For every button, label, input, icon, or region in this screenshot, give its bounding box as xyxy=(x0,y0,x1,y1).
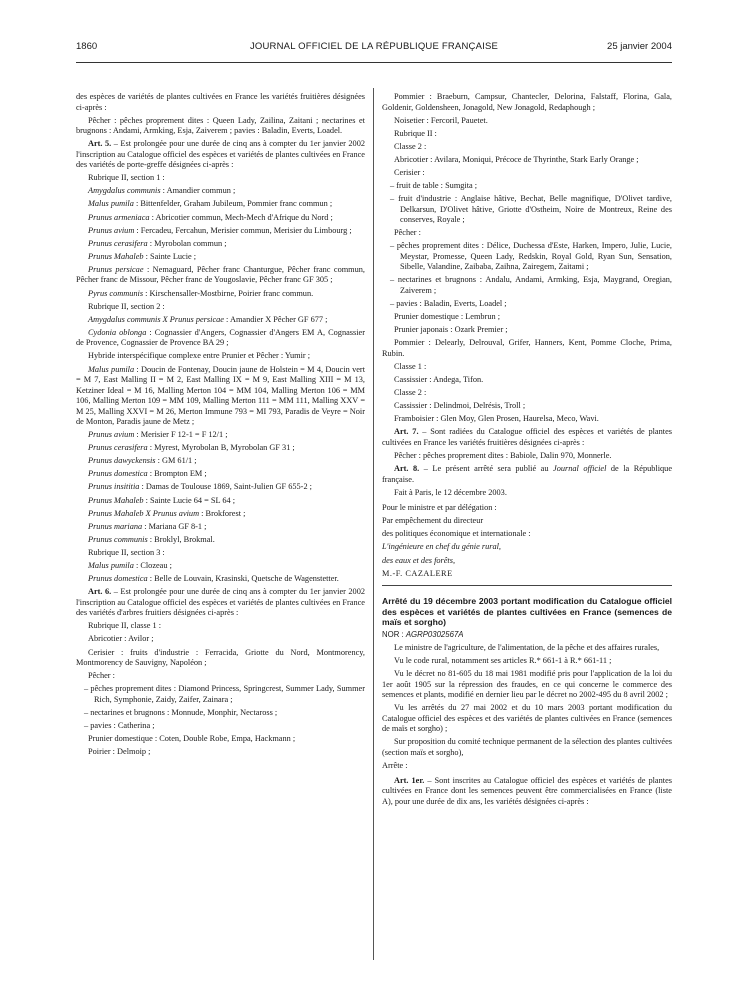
species-name: Prunus Mahaleb X Prunus avium xyxy=(88,508,200,518)
species-entry: Prunus dawyckensis : GM 61/1 ; xyxy=(88,456,197,466)
paragraph: Cerisier : xyxy=(394,167,425,177)
species-name: Prunus armeniaca xyxy=(88,212,150,222)
rubric-heading: Rubrique II, section 1 : xyxy=(88,173,165,183)
nor-reference: NOR : AGRP0302567A xyxy=(382,629,464,639)
article-heading: Art. 1er. xyxy=(394,775,425,785)
paragraph: Pommier : Braeburn, Campsur, Chantecler, Delorina, Falstaff, Florina, Gala, Goldenir, Goldensheen, Jonagold, New Jonagold, Redaphough ; xyxy=(382,92,672,112)
issue-date: 25 janvier 2004 xyxy=(607,41,672,52)
species-name: Prunus communis xyxy=(88,534,148,544)
list-item: – pêches proprement dites : Délice, Duchessa d'Este, Harken, Impero, Julie, Lucie, Meystar, Promesse, Queen Lady, Redskin, Royal Gold, Ryan Sun, Sensation, Sibelle, Valandine, Zaibaba, Zaihna, Zairegem, Zaitami ; xyxy=(390,241,672,272)
journal-name: Journal officiel xyxy=(553,464,607,474)
article-7: Art. 7. – Sont radiées du Catalogue officiel des espèces et variétés de plantes cultivées en France les variétés fruitières désignées ci-après : xyxy=(382,427,672,447)
article-8: Art. 8. – Le présent arrêté sera publié au Journal officiel de la République française. xyxy=(382,464,672,484)
species-entry: Prunus domestica : Belle de Louvain, Krasinski, Quetsche de Wagenstetter. xyxy=(88,574,339,584)
rubric-heading: Rubrique II, section 2 : xyxy=(88,301,165,311)
article-6: Art. 6. – Est prolongée pour une durée de cinq ans à compter du 1er janvier 2002 l'inscription au Catalogue officiel des espèces et variétés de plantes cultivées en France des variétés d'arbres fruitiers désignées ci-après : xyxy=(76,587,365,618)
article-5: Art. 5. – Est prolongée pour une durée de cinq ans à compter du 1er janvier 2002 l'inscription au Catalogue officiel des espèces et variétés de plantes cultivées en France des variétés de porte-greffe désignées ci-après : xyxy=(76,139,365,170)
paragraph: Pommier : Delearly, Delrouval, Grifer, Hanners, Kent, Pomme Cloche, Prima, Rubin. xyxy=(382,338,672,358)
rubric-heading: Rubrique II, classe 1 : xyxy=(88,621,162,631)
species-entry: Prunus avium : Merisier F 12-1 = F 12/1 ; xyxy=(88,430,228,440)
species-name: Prunus cerasifera xyxy=(88,443,148,453)
species-name: Cydonia oblonga xyxy=(88,327,147,337)
article-heading: Art. 8. xyxy=(394,464,420,474)
species-entry: Prunus armeniaca : Abricotier commun, Mech-Mech d'Afrique du Nord ; xyxy=(88,212,333,222)
species-name: Malus pumila xyxy=(88,561,134,571)
species-name: Malus pumila xyxy=(88,364,135,374)
species-name: Prunus Mahaleb xyxy=(88,495,144,505)
species-entry: Amygdalus communis : Amandier commun ; xyxy=(88,186,236,196)
paragraph: Pêcher : pêches proprement dites : Queen Lady, Zailina, Zaitani ; nectarines et brugnons : Andami, Armking, Esja, Zaiverem ; pavies : Baladin, Everts, Loadel. xyxy=(76,115,365,136)
species-name: Prunus Mahaleb xyxy=(88,251,144,261)
decree-title: Arrêté du 19 décembre 2003 portant modification du Catalogue officiel des espèces et variétés de plantes cultivées en France (semences de maïs et sorgho) xyxy=(382,596,672,627)
signatory-name: M.-F. CAZALERE xyxy=(382,568,453,578)
paragraph: Pêcher : xyxy=(88,671,115,681)
species-entry: Prunus Mahaleb : Sainte Lucie ; xyxy=(88,251,197,261)
article-1: Art. 1er. – Sont inscrites au Catalogue officiel des espèces et variétés de plantes cultivées en France dont les semences peuvent être commercialisées en France (liste A), pour une durée de dix ans, les variétés désignées ci-après : xyxy=(382,775,672,806)
preamble: Le ministre de l'agriculture, de l'alimentation, de la pêche et des affaires rurales, xyxy=(394,643,660,653)
signature-line: des politiques économique et internationale : xyxy=(382,529,531,539)
section-separator xyxy=(382,585,672,586)
signature-line: Pour le ministre et par délégation : xyxy=(382,503,497,513)
species-name: Prunus insititia xyxy=(88,482,140,492)
species-name: Prunus persicae xyxy=(88,264,144,274)
preamble: Vu le décret no 81-605 du 18 mai 1981 modifié pris pour l'application de la loi du 1er août 1905 sur la répression des fraudes, en ce qui concerne le commerce des semences et plants, modifié en dernier lieu par le décret no 2002-495 du 8 avril 2002 ; xyxy=(382,669,672,700)
species-entry: Prunus cerasifera : Myrobolan commun ; xyxy=(88,238,227,248)
list-item: – nectarines et brugnons : Andalu, Andami, Armking, Esja, Maygrand, Oregian, Zaiverem ; xyxy=(390,275,672,295)
species-entry: Prunus mariana : Mariana GF 8-1 ; xyxy=(88,521,207,531)
species-entry: Cydonia oblonga : Cognassier d'Angers, Cognassier d'Angers EM A, Cognassier de Provence, Cognassier de Provence BA 29 ; xyxy=(76,327,365,348)
species-entry: Malus pumila : Bittenfelder, Graham Jubileum, Pommier franc commun ; xyxy=(88,199,333,209)
species-name: Prunus avium xyxy=(88,430,135,440)
paragraph: Pêcher : pêches proprement dites : Babiole, Dalin 970, Monnerle. xyxy=(394,450,612,460)
species-entry: Malus pumila : Clozeau ; xyxy=(88,561,172,571)
paragraph: Abricotier : Avilara, Moniqui, Précoce de Thyrinthe, Stark Early Orange ; xyxy=(394,154,639,164)
list-item: – pêches proprement dites : Diamond Princess, Springcrest, Summer Lady, Summer Rich, Symphonie, Zaidy, Zaifer, Zainara ; xyxy=(84,684,365,704)
species-entry: Pyrus communis : Kirschensaller-Mostbirne, Poirier franc commun. xyxy=(88,288,314,298)
list-item: – fruit de table : Sumgita ; xyxy=(390,181,478,191)
page-number: 1860 xyxy=(76,41,98,52)
species-name: Malus pumila xyxy=(88,199,134,209)
species-name: Prunus cerasifera xyxy=(88,238,148,248)
column-divider xyxy=(373,88,374,960)
species-entry: Prunus Mahaleb : Sainte Lucie 64 = SL 64 ; xyxy=(88,495,236,505)
paragraph: des espèces de variétés de plantes cultivées en France les variétés fruitières désignées ci-après : xyxy=(76,92,365,112)
species-name: Prunus domestica xyxy=(88,469,148,479)
species-name: Amygdalus communis xyxy=(88,186,161,196)
paragraph: Prunier domestique : Coten, Double Robe, Empa, Hackmann ; xyxy=(88,733,296,743)
header-rule xyxy=(76,62,672,63)
rubric-heading: Rubrique II, section 3 : xyxy=(88,547,165,557)
signature-line: des eaux et des forêts, xyxy=(382,555,456,565)
paragraph: Hybride interspécifique complexe entre Prunier et Pêcher : Yumir ; xyxy=(88,351,311,361)
species-entry: Amygdalus communis X Prunus persicae : Amandier X Pêcher GF 677 ; xyxy=(88,314,328,324)
list-item: – pavies : Catherina ; xyxy=(84,720,155,730)
species-entry: Malus pumila : Doucin de Fontenay, Doucin jaune de Holstein = M 4, Doucin vert = M 7, East Malling II = M 2, East Malling IX = M 9, East Malling XIII = M 13, Ketziner Ideal = M 16, Malling Merton 104 = MM 104, Malling Merton 106 = MM 106, Malling Merton 109 = MM 109, Malling Merton 111 = MM 111, Malling XXV = M 25, Malling XXVI = M 26, Merton Immune 793 = MI 793, Paradis de Veyre = Noir de Monton, Paradis jaune de Metz ; xyxy=(76,364,365,426)
article-heading: Art. 6. xyxy=(88,587,112,597)
species-name: Prunus dawyckensis xyxy=(88,456,156,466)
preamble: Vu le code rural, notamment ses articles R.* 661-1 à R.* 661-11 ; xyxy=(394,656,612,666)
paragraph: Pêcher : xyxy=(394,228,421,238)
preamble: Vu les arrêtés du 27 mai 2002 et du 10 mars 2003 portant modification du Catalogue officiel des espèces et des variétés de plantes cultivées en France (semences de maïs et sorgho) ; xyxy=(382,703,672,734)
article-heading: Art. 5. xyxy=(88,139,112,149)
paragraph: Prunier domestique : Lembrun ; xyxy=(394,312,500,322)
paragraph: Cerisier : fruits d'industrie : Ferracida, Griotte du Nord, Montmorency, Montmorency de Sauvigny, Napoléon ; xyxy=(76,647,365,667)
species-name: Prunus mariana xyxy=(88,521,143,531)
species-name: Prunus domestica xyxy=(88,574,148,584)
species-entry: Prunus Mahaleb X Prunus avium : Brokforest ; xyxy=(88,508,246,518)
signing-place-date: Fait à Paris, le 12 décembre 2003. xyxy=(394,487,507,497)
paragraph: Abricotier : Avilor ; xyxy=(88,634,154,644)
journal-title: JOURNAL OFFICIEL DE LA RÉPUBLIQUE FRANÇAISE xyxy=(249,41,499,52)
right-column xyxy=(382,92,672,810)
paragraph: Prunier japonais : Ozark Premier ; xyxy=(394,325,508,335)
arrete-heading: Arrête : xyxy=(382,761,408,771)
nor-code: AGRP0302567A xyxy=(405,629,464,639)
list-item: – pavies : Baladin, Everts, Loadel ; xyxy=(390,299,507,309)
paragraph: Framboisier : Glen Moy, Glen Prosen, Haurelsa, Meco, Wavi. xyxy=(394,414,599,424)
species-entry: Prunus persicae : Nemaguard, Pêcher franc Chanturgue, Pêcher franc commun, Pêcher franc de Missour, Pêcher franc de Yougoslavie, Pêcher franc GF 305 ; xyxy=(76,264,365,285)
species-name: Pyrus communis xyxy=(88,288,144,298)
preamble: Sur proposition du comité technique permanent de la sélection des plantes cultivées (section maïs et sorgho), xyxy=(382,737,672,757)
signature-line: Par empêchement du directeur xyxy=(382,516,484,526)
paragraph: Cassissier : Delindmoi, Delrésis, Troll ; xyxy=(394,401,526,411)
species-entry: Prunus cerasifera : Myrest, Myrobolan B, Myrobolan GF 31 ; xyxy=(88,443,295,453)
class-heading: Classe 2 : xyxy=(394,141,427,151)
class-heading: Classe 1 : xyxy=(394,361,427,371)
signature-line: L'ingénieure en chef du génie rural, xyxy=(382,542,501,552)
paragraph: Cassissier : Andega, Tifon. xyxy=(394,375,484,384)
list-item: – fruit d'industrie : Anglaise hâtive, Bechat, Belle magnifique, D'Olivet tardive, Delkarsun, D'Olivet hâtive, Griotte d'Ostheim, Noire de Montreux, Reine des conserves, Royale ; xyxy=(390,194,672,225)
class-heading: Classe 2 : xyxy=(394,388,427,398)
species-name: Amygdalus communis X Prunus persicae xyxy=(88,314,224,324)
rubric-heading: Rubrique II : xyxy=(394,128,437,138)
species-entry: Prunus domestica : Brompton EM ; xyxy=(88,469,207,479)
species-entry: Prunus insititia : Damas de Toulouse 1869, Saint-Julien GF 655-2 ; xyxy=(88,482,312,492)
species-entry: Prunus communis : Broklyl, Brokmal. xyxy=(88,534,215,544)
paragraph: Poirier : Delmoip ; xyxy=(88,747,151,757)
page-header xyxy=(76,41,672,57)
paragraph: Noisetier : Fercoril, Pauetet. xyxy=(394,115,488,125)
species-name: Prunus avium xyxy=(88,225,135,235)
left-column xyxy=(76,92,365,760)
species-entry: Prunus avium : Fercadeu, Fercahun, Merisier commun, Merisier du Limbourg ; xyxy=(88,225,352,235)
article-heading: Art. 7. xyxy=(394,427,419,437)
list-item: – nectarines et brugnons : Monnude, Monphir, Nectaross ; xyxy=(84,707,278,717)
